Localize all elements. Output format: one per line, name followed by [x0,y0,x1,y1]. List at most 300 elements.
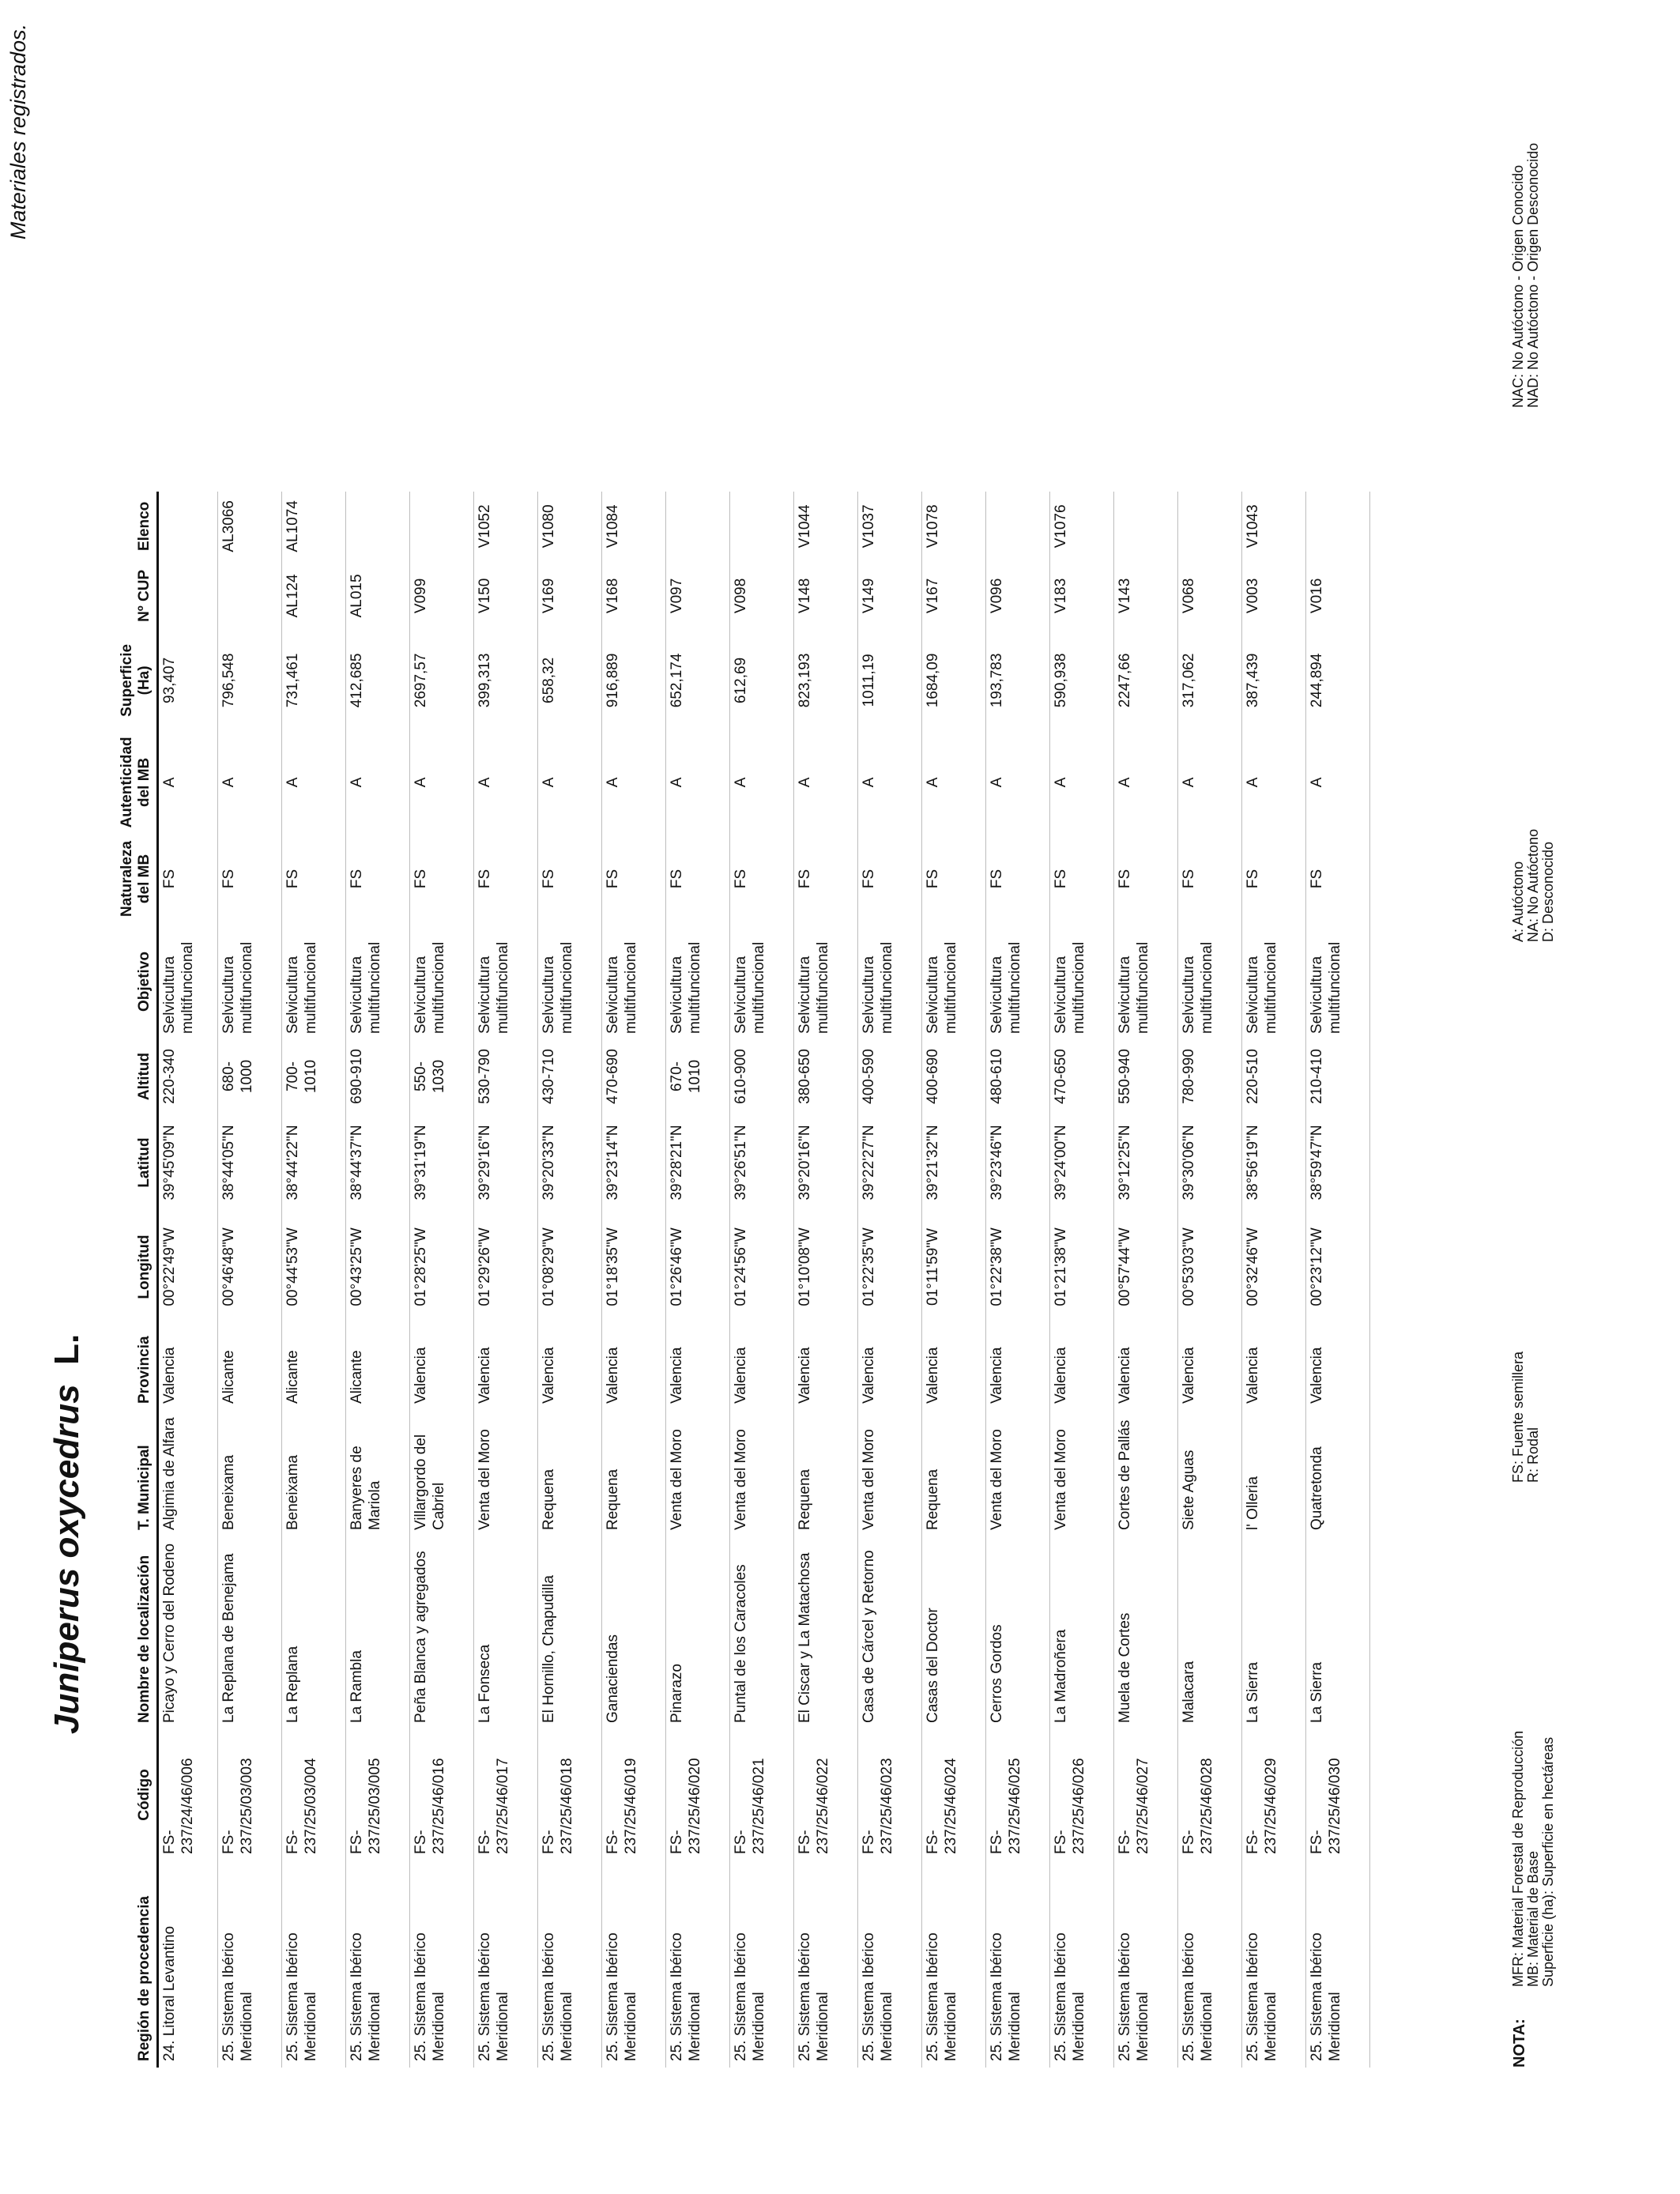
cell-municipal: Banyeres de Mariola [348,1446,383,1530]
cell-elenco: V1043 [1245,504,1261,548]
notes-column-2 [1511,1351,1541,1483]
cell-objetivo: Selvicultura multifuncional [284,941,319,1034]
cell-region: 25. Sistema Ibérico Meridional [1181,1932,1215,2061]
cell-superficie: 916,889 [605,653,621,708]
table-row [1050,492,1114,2068]
note-line: MB: Material de Base [1525,1850,1541,1987]
cell-latitud: 38°44'05"N [220,1125,237,1201]
cell-region: 25. Sistema Ibérico Meridional [1245,1932,1279,2061]
header-altitud: Altitud [136,1052,153,1101]
cell-cup: AL124 [284,574,301,618]
table-row [410,492,474,2068]
cell-autenticidad: A [477,777,493,788]
header-latitud: Latitud [136,1137,153,1188]
table-row [1242,492,1306,2068]
cell-codigo: FS-237/25/46/019 [605,1758,639,1854]
table-row [474,492,538,2068]
cell-nombre: Pinarazo [669,1664,685,1723]
cell-region: 25. Sistema Ibérico Meridional [989,1932,1023,2061]
note-line: MFR: Material Forestal de Reproducción [1510,1730,1526,1987]
cell-nombre: Cerros Gordos [989,1624,1005,1723]
cell-altitud: 680-1000 [220,1059,255,1094]
table-body [158,492,1370,2068]
cell-elenco: V1078 [925,504,941,548]
cell-longitud: 01°21'38"W [1053,1227,1069,1306]
cell-naturaleza: FS [161,869,178,889]
cell-latitud: 39°23'14"N [605,1125,621,1201]
header-objetivo: Objetivo [136,952,153,1012]
cell-naturaleza: FS [669,869,685,889]
cell-superficie: 2247,66 [1117,653,1133,708]
cell-cup: V168 [605,578,621,614]
table-row [730,492,794,2068]
cell-longitud: 01°29'26"W [477,1227,493,1306]
cell-autenticidad: A [1117,777,1133,788]
cell-naturaleza: FS [1117,869,1133,889]
cell-provincia: Valencia [1309,1347,1325,1404]
cell-nombre: Ganaciendas [605,1634,621,1723]
header-naturaleza: Naturaleza del MB [119,840,153,917]
note-line: NAD: No Autóctono - Origen Desconocido [1525,142,1541,408]
cell-provincia: Valencia [797,1347,813,1404]
cell-codigo: FS-237/25/46/021 [733,1758,767,1854]
cell-municipal: Beneixama [220,1454,237,1530]
cell-altitud: 780-990 [1181,1049,1197,1104]
cell-objetivo: Selvicultura multifuncional [220,941,255,1034]
cell-objetivo: Selvicultura multifuncional [1245,941,1279,1034]
cell-altitud: 220-340 [161,1049,178,1104]
cell-objetivo: Selvicultura multifuncional [1309,941,1343,1034]
cell-region: 25. Sistema Ibérico Meridional [1309,1932,1343,2061]
cell-latitud: 39°31'19"N [412,1125,429,1201]
cell-latitud: 38°59'47"N [1309,1125,1325,1201]
cell-region: 25. Sistema Ibérico Meridional [220,1932,255,2061]
cell-autenticidad: A [161,777,178,788]
cell-municipal: Requena [605,1468,621,1530]
table-row [1306,492,1370,2068]
cell-superficie: 658,32 [541,657,557,703]
cell-latitud: 39°28'21"N [669,1125,685,1201]
cell-municipal: Siete Aguas [1181,1449,1197,1530]
cell-longitud: 00°32'46"W [1245,1227,1261,1306]
cell-superficie: 652,174 [669,653,685,708]
cell-autenticidad: A [605,777,621,788]
cell-altitud: 610-900 [733,1049,749,1104]
cell-provincia: Valencia [733,1347,749,1404]
cell-longitud: 01°10'08"W [797,1227,813,1306]
cell-nombre: La Replana de Benejama [220,1553,237,1723]
cell-objetivo: Selvicultura multifuncional [925,941,959,1034]
cell-nombre: La Madroñera [1053,1629,1069,1723]
cell-autenticidad: A [669,777,685,788]
cell-superficie: 244,894 [1309,653,1325,708]
cell-latitud: 39°24'00"N [1053,1125,1069,1201]
table-row [538,492,602,2068]
cell-objetivo: Selvicultura multifuncional [989,941,1023,1034]
cell-elenco [1306,492,1370,561]
cell-superficie: 317,062 [1181,653,1197,708]
cell-superficie: 193,783 [989,653,1005,708]
table-row [986,492,1050,2068]
cell-codigo: FS-237/25/03/004 [284,1758,319,1854]
cell-elenco: V1084 [605,504,621,548]
cell-codigo: FS-237/25/46/016 [412,1758,447,1854]
table-row [1114,492,1178,2068]
cell-provincia: Valencia [1245,1347,1261,1404]
cell-longitud: 00°53'03"W [1181,1227,1197,1306]
cell-region: 25. Sistema Ibérico Meridional [477,1932,511,2061]
cell-provincia: Valencia [605,1347,621,1404]
cell-autenticidad: A [989,777,1005,788]
cell-codigo: FS-237/25/03/003 [220,1758,255,1854]
cell-codigo: FS-237/25/46/020 [669,1758,703,1854]
cell-longitud: 00°43'25"W [348,1227,365,1306]
cell-latitud: 39°21'32"N [925,1125,941,1201]
header-superficie: Superficie (Ha) [119,643,153,717]
cell-municipal: Venta del Moro [477,1429,493,1530]
cell-objetivo: Selvicultura multifuncional [669,941,703,1034]
header-autenticidad: Autenticidad del MB [119,737,153,828]
header-municipal: T. Municipal [136,1445,153,1530]
cell-superficie: 93,407 [161,657,178,703]
cell-longitud: 01°18'35"W [605,1227,621,1306]
cell-municipal: Venta del Moro [989,1429,1005,1530]
cell-elenco: AL3066 [220,500,237,552]
note-line: Superficie (ha): Superficie en hectáreas [1540,1736,1556,1987]
cell-codigo: FS-237/25/46/028 [1181,1758,1215,1854]
cell-altitud: 220-510 [1245,1049,1261,1104]
cell-provincia: Valencia [669,1347,685,1404]
cell-region: 25. Sistema Ibérico Meridional [1053,1932,1087,2061]
cell-altitud: 700-1010 [284,1059,319,1094]
cell-longitud: 01°22'38"W [989,1227,1005,1306]
header-cup: Nº CUP [136,569,153,622]
cell-objetivo: Selvicultura multifuncional [161,941,196,1034]
cell-naturaleza: FS [284,869,301,889]
cell-latitud: 39°22'27"N [861,1125,877,1201]
cell-naturaleza: FS [348,869,365,889]
cell-nombre: Malacara [1181,1661,1197,1723]
header-longitud: Longitud [136,1235,153,1299]
cell-municipal: Venta del Moro [861,1429,877,1530]
cell-objetivo: Selvicultura multifuncional [541,941,575,1034]
cell-cup: AL015 [348,574,365,618]
header-nombre: Nombre de localización [136,1555,153,1723]
cell-naturaleza: FS [797,869,813,889]
cell-latitud: 39°30'06"N [1181,1125,1197,1201]
header-elenco: Elenco [136,501,153,552]
cell-region: 25. Sistema Ibérico Meridional [925,1932,959,2061]
cell-longitud: 01°22'35"W [861,1227,877,1306]
cell-codigo: FS-237/25/46/024 [925,1758,959,1854]
cell-superficie: 590,938 [1053,653,1069,708]
cell-autenticidad: A [412,777,429,788]
cell-naturaleza: FS [1053,869,1069,889]
notes-column-3 [1511,829,1556,942]
cell-objetivo: Selvicultura multifuncional [861,941,895,1034]
cell-municipal: Requena [541,1468,557,1530]
cell-longitud: 00°22'49"W [161,1227,178,1306]
table-row [922,492,986,2068]
cell-latitud: 39°12'25"N [1117,1125,1133,1201]
cell-cup [158,561,218,631]
cell-latitud: 38°44'37"N [348,1125,365,1201]
cell-autenticidad: A [1245,777,1261,788]
cell-altitud: 470-650 [1053,1049,1069,1104]
cell-region: 25. Sistema Ibérico Meridional [861,1932,895,2061]
cell-altitud: 690-910 [348,1049,365,1104]
cell-cup: V068 [1181,578,1197,614]
note-line: NA: No Autóctono [1525,828,1541,942]
cell-autenticidad: A [1309,777,1325,788]
cell-autenticidad: A [925,777,941,788]
cell-altitud: 530-790 [477,1049,493,1104]
cell-codigo: FS-237/25/46/027 [1117,1758,1151,1854]
cell-cup: V099 [412,578,429,614]
cell-autenticidad: A [541,777,557,788]
cell-elenco [410,492,474,561]
cell-region: 25. Sistema Ibérico Meridional [797,1932,831,2061]
cell-altitud: 470-690 [605,1049,621,1104]
cell-nombre: La Fonseca [477,1644,493,1723]
notes-column-1 [1511,1731,1556,1987]
cell-superficie: 412,685 [348,653,365,708]
table-row [794,492,858,2068]
cell-region: 25. Sistema Ibérico Meridional [669,1932,703,2061]
cell-naturaleza: FS [989,869,1005,889]
cell-provincia: Alicante [348,1350,365,1404]
cell-region: 25. Sistema Ibérico Meridional [733,1932,767,2061]
cell-objetivo: Selvicultura multifuncional [1117,941,1151,1034]
cell-elenco [730,492,794,561]
cell-cup: V096 [989,578,1005,614]
table-row [346,492,410,2068]
cell-naturaleza: FS [733,869,749,889]
cell-codigo: FS-237/25/46/029 [1245,1758,1279,1854]
cell-latitud: 39°45'09"N [161,1125,178,1201]
cell-longitud: 00°44'53"W [284,1227,301,1306]
notes-label: NOTA: [1511,2019,1528,2068]
cell-naturaleza: FS [605,869,621,889]
cell-provincia: Valencia [1053,1347,1069,1404]
cell-elenco: V1076 [1053,504,1069,548]
cell-superficie: 823,193 [797,653,813,708]
cell-superficie: 387,439 [1245,653,1261,708]
cell-cup: V016 [1309,578,1325,614]
cell-longitud: 01°24'56"W [733,1227,749,1306]
cell-cup: V143 [1117,578,1133,614]
cell-longitud: 01°26'46"W [669,1227,685,1306]
cell-cup: V149 [861,578,877,614]
materials-table [117,492,1370,2068]
cell-naturaleza: FS [925,869,941,889]
table-row [858,492,922,2068]
cell-autenticidad: A [220,777,237,788]
cell-objetivo: Selvicultura multifuncional [797,941,831,1034]
cell-nombre: Casas del Doctor [925,1608,941,1723]
cell-altitud: 430-710 [541,1049,557,1104]
cell-provincia: Valencia [161,1347,178,1404]
cell-elenco: V1080 [541,504,557,548]
cell-codigo: FS-237/25/46/026 [1053,1758,1087,1854]
cell-region: 24. Litoral Levantino [161,1925,178,2061]
header-codigo: Código [136,1769,153,1821]
cell-municipal: l' Olleria [1245,1476,1261,1530]
header-region: Región de procedencia [136,1895,153,2061]
cell-municipal: Venta del Moro [733,1429,749,1530]
cell-altitud: 380-650 [797,1049,813,1104]
cell-superficie: 796,548 [220,653,237,708]
cell-objetivo: Selvicultura multifuncional [412,941,447,1034]
species-author: L. [47,1333,86,1365]
cell-latitud: 38°44'22"N [284,1125,301,1201]
cell-region: 25. Sistema Ibérico Meridional [348,1932,383,2061]
cell-nombre: Picayo y Cerro del Rodeno [161,1543,178,1723]
cell-objetivo: Selvicultura multifuncional [1053,941,1087,1034]
cell-municipal: Villargordo del Cabriel [412,1434,447,1530]
cell-latitud: 38°56'19"N [1245,1125,1261,1201]
cell-municipal: Cortes de Pallás [1117,1419,1133,1530]
cell-provincia: Alicante [284,1350,301,1404]
note-line: R: Rodal [1525,1427,1541,1483]
cell-nombre: La Sierra [1309,1661,1325,1723]
cell-elenco: AL1074 [284,500,301,552]
cell-naturaleza: FS [861,869,877,889]
cell-longitud: 01°28'25"W [412,1227,429,1306]
cell-autenticidad: A [1181,777,1197,788]
cell-superficie: 1684,09 [925,653,941,708]
cell-provincia: Valencia [541,1347,557,1404]
cell-altitud: 550-940 [1117,1049,1133,1104]
cell-municipal: Requena [797,1468,813,1530]
cell-cup: V148 [797,578,813,614]
table-row [602,492,666,2068]
cell-provincia: Alicante [220,1350,237,1404]
cell-cup: V150 [477,578,493,614]
cell-autenticidad: A [733,777,749,788]
cell-elenco [1178,492,1242,561]
cell-cup: V183 [1053,578,1069,614]
cell-elenco: V1044 [797,504,813,548]
species-title [47,1334,87,1734]
cell-provincia: Valencia [412,1347,429,1404]
cell-objetivo: Selvicultura multifuncional [477,941,511,1034]
cell-municipal: Beneixama [284,1454,301,1530]
cell-nombre: El Ciscar y La Matachosa [797,1552,813,1723]
cell-codigo: FS-237/25/46/030 [1309,1758,1343,1854]
cell-cup: V167 [925,578,941,614]
cell-autenticidad: A [284,777,301,788]
cell-altitud: 400-690 [925,1049,941,1104]
note-line: A: Autóctono [1510,861,1526,942]
cell-objetivo: Selvicultura multifuncional [605,941,639,1034]
cell-altitud: 550-1030 [412,1059,447,1094]
cell-latitud: 39°23'46"N [989,1125,1005,1201]
cell-longitud: 00°23'12"W [1309,1227,1325,1306]
cell-codigo: FS-237/24/46/006 [161,1758,196,1854]
cell-region: 25. Sistema Ibérico Meridional [541,1932,575,2061]
cell-nombre: Casa de Cárcel y Retorno [861,1550,877,1723]
cell-nombre: La Replana [284,1646,301,1723]
table-row [666,492,730,2068]
cell-nombre: El Hornillo, Chapudilla [541,1575,557,1723]
cell-codigo: FS-237/25/46/023 [861,1758,895,1854]
cell-municipal: Algimia de Alfara [161,1417,178,1530]
cell-naturaleza: FS [477,869,493,889]
cell-nombre: Puntal de los Caracoles [733,1564,749,1723]
cell-municipal: Venta del Moro [669,1429,685,1530]
cell-cup: V169 [541,578,557,614]
table-row [158,492,218,2068]
cell-superficie: 731,461 [284,653,301,708]
cell-altitud: 480-610 [989,1049,1005,1104]
cell-elenco [346,492,410,561]
cell-naturaleza: FS [1181,869,1197,889]
cell-nombre: La Sierra [1245,1661,1261,1723]
cell-provincia: Valencia [1117,1347,1133,1404]
cell-elenco: V1052 [477,504,493,548]
cell-cup: V097 [669,578,685,614]
cell-elenco [1114,492,1178,561]
cell-altitud: 670-1010 [669,1059,703,1094]
cell-provincia: Valencia [925,1347,941,1404]
cell-latitud: 39°26'51"N [733,1125,749,1201]
cell-cup [218,561,282,631]
cell-longitud: 00°46'48"W [220,1227,237,1306]
cell-elenco [666,492,730,561]
cell-naturaleza: FS [1309,869,1325,889]
cell-naturaleza: FS [1245,869,1261,889]
cell-longitud: 01°11'59"W [925,1228,941,1306]
cell-autenticidad: A [348,777,365,788]
cell-superficie: 612,69 [733,657,749,703]
cell-municipal: Requena [925,1468,941,1530]
cell-autenticidad: A [861,777,877,788]
cell-region: 25. Sistema Ibérico Meridional [605,1932,639,2061]
cell-codigo: FS-237/25/46/018 [541,1758,575,1854]
note-line: D: Desconocido [1540,841,1556,942]
page-subtitle: Materiales registrados. [6,24,30,240]
cell-latitud: 39°20'33"N [541,1125,557,1201]
table-row [218,492,282,2068]
cell-region: 25. Sistema Ibérico Meridional [284,1932,319,2061]
note-line: NAC: No Autóctono - Origen Conocido [1510,164,1526,408]
species-name: Juniperus oxycedrus [47,1384,86,1734]
cell-cup: V098 [733,578,749,614]
cell-superficie: 2697,57 [412,653,429,708]
cell-codigo: FS-237/25/46/022 [797,1758,831,1854]
table-row [1178,492,1242,2068]
cell-latitud: 39°29'16"N [477,1125,493,1201]
cell-codigo: FS-237/25/46/017 [477,1758,511,1854]
cell-superficie: 399,313 [477,653,493,708]
cell-autenticidad: A [797,777,813,788]
cell-altitud: 400-590 [861,1049,877,1104]
note-line: FS: Fuente semillera [1510,1351,1526,1483]
cell-elenco: V1037 [861,504,877,548]
cell-codigo: FS-237/25/03/005 [348,1758,383,1854]
cell-municipal: Venta del Moro [1053,1429,1069,1530]
cell-codigo: FS-237/25/46/025 [989,1758,1023,1854]
cell-elenco [158,492,218,561]
cell-region: 25. Sistema Ibérico Meridional [412,1932,447,2061]
cell-autenticidad: A [1053,777,1069,788]
cell-naturaleza: FS [541,869,557,889]
cell-cup: V003 [1245,578,1261,614]
cell-region: 25. Sistema Ibérico Meridional [1117,1932,1151,2061]
table-row [282,492,346,2068]
cell-elenco [986,492,1050,561]
